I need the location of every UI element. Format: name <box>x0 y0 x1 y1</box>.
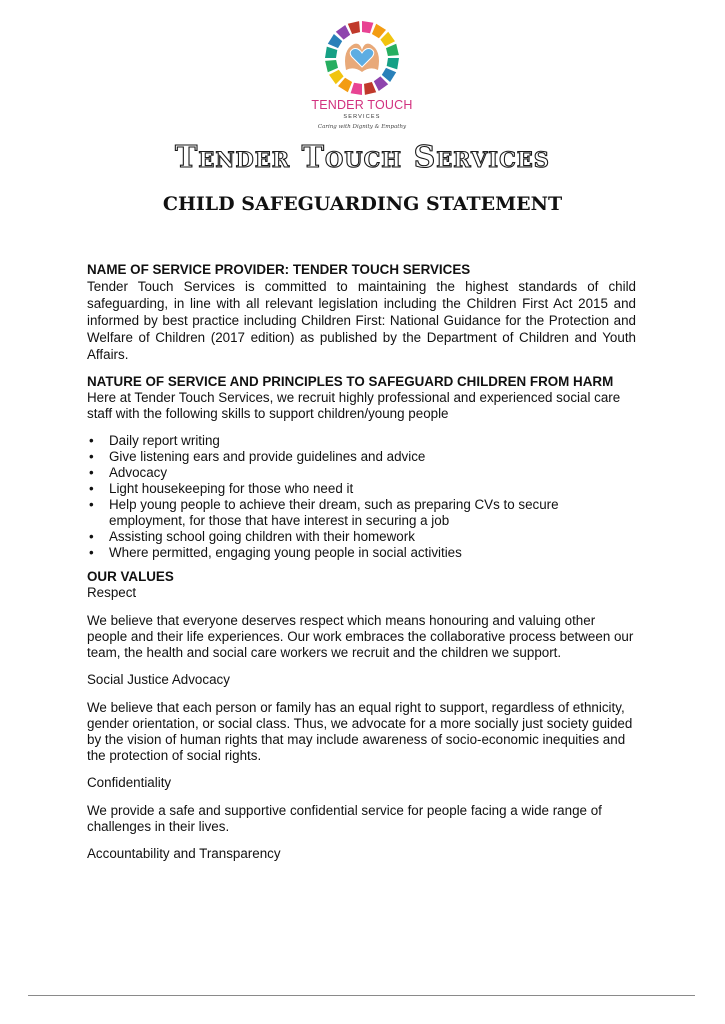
value-title-confidentiality: Confidentiality <box>87 775 172 790</box>
nature-paragraph: Here at Tender Touch Services, we recruit highly professional and experienced social care staff with the following skills to support children/young people <box>87 390 621 421</box>
logo-ring-segment <box>386 44 399 56</box>
logo-ring-segment <box>329 70 344 84</box>
logo-tagline: Caring with Dignity & Empathy <box>317 124 407 130</box>
values-heading: OUR VALUES <box>87 569 174 584</box>
bullet-icon: • <box>89 481 94 496</box>
bullet-icon: • <box>89 433 94 448</box>
nature-heading: NATURE OF SERVICE AND PRINCIPLES TO SAFEGUARD CHILDREN FROM HARM <box>87 374 614 389</box>
provider-heading: NAME OF SERVICE PROVIDER: TENDER TOUCH SERVICES <box>87 262 471 277</box>
logo-ring-segment <box>387 58 399 69</box>
logo-ring-segment <box>364 82 376 95</box>
list-item-text: Give listening ears and provide guidelines and advice <box>109 449 426 464</box>
document-subtitle: CHILD SAFEGUARDING STATEMENT <box>162 193 563 215</box>
bullet-icon: • <box>89 545 94 560</box>
document-title: Tender Touch Services <box>175 140 550 175</box>
list-item <box>87 433 636 449</box>
logo-ring-segment <box>351 83 362 95</box>
logo-ring-segment <box>328 34 342 48</box>
logo-ring-segment <box>348 21 360 34</box>
value-title-social-justice: Social Justice Advocacy <box>87 672 230 687</box>
logo-ring-segment <box>336 25 350 40</box>
list-item-text: Light housekeeping for those who need it <box>109 481 354 496</box>
list-item-text: Where permitted, engaging young people in social activities <box>109 545 462 560</box>
document-body <box>87 262 636 874</box>
logo-name: TENDER TOUCH <box>311 98 413 112</box>
list-item-text: Assisting school going children with their homework <box>109 529 415 544</box>
value-text-respect: We believe that everyone deserves respect which means honouring and valuing other people and their life experiences. Our work embraces the collaborative process between our team, the health and social care workers we recruit and the children we support. <box>87 613 634 660</box>
list-item-text: Daily report writing <box>109 433 220 448</box>
logo-ring-segment <box>374 76 388 91</box>
logo-ring-segment <box>382 68 396 82</box>
value-text-social-justice: We believe that each person or family has an equal right to support, regardless of ethnicity, gender orientation, or social class. Thus, we advocate for a more socially just society guided by the vision of human rights that may include awareness of socio-economic inequities and the protection of social rights. <box>87 700 633 763</box>
list-item <box>87 449 636 465</box>
logo-ring-segment <box>362 21 373 33</box>
bullet-icon: • <box>89 465 94 480</box>
skills-list <box>87 433 636 561</box>
list-item-text: Help young people to achieve their dream, such as preparing CVs to secure employment, for those that have interest in securing a job <box>109 497 559 528</box>
logo-ring-segment <box>325 47 337 58</box>
company-logo <box>306 20 418 138</box>
list-item-text: Advocacy <box>109 465 168 480</box>
value-title-accountability: Accountability and Transparency <box>87 846 281 861</box>
value-title-respect: Respect <box>87 585 137 600</box>
heart-hands-icon <box>316 20 408 96</box>
bullet-icon: • <box>89 497 94 512</box>
list-item <box>87 497 636 529</box>
list-item <box>87 545 636 561</box>
list-item <box>87 481 636 497</box>
logo-ring-segment <box>372 24 386 38</box>
logo-subname: SERVICES <box>343 114 381 120</box>
logo-ring-segment <box>380 32 395 46</box>
logo-ring-segment <box>338 78 352 92</box>
bullet-icon: • <box>89 449 94 464</box>
list-item <box>87 529 636 545</box>
bullet-icon: • <box>89 529 94 544</box>
footer-divider <box>28 995 695 996</box>
provider-paragraph: Tender Touch Services is committed to maintaining the highest standards of child safeguarding, in line with all relevant legislation including the Children First Act 2015 and informed by best practice including Children First: National Guidance for the Protection and Welfare of Children (2017 edition) as published by the Department of Children and Youth Affairs. <box>87 279 636 362</box>
list-item <box>87 465 636 481</box>
logo-ring-segment <box>325 60 338 72</box>
value-text-confidentiality: We provide a safe and supportive confidential service for people facing a wide range of challenges in their lives. <box>87 803 602 834</box>
